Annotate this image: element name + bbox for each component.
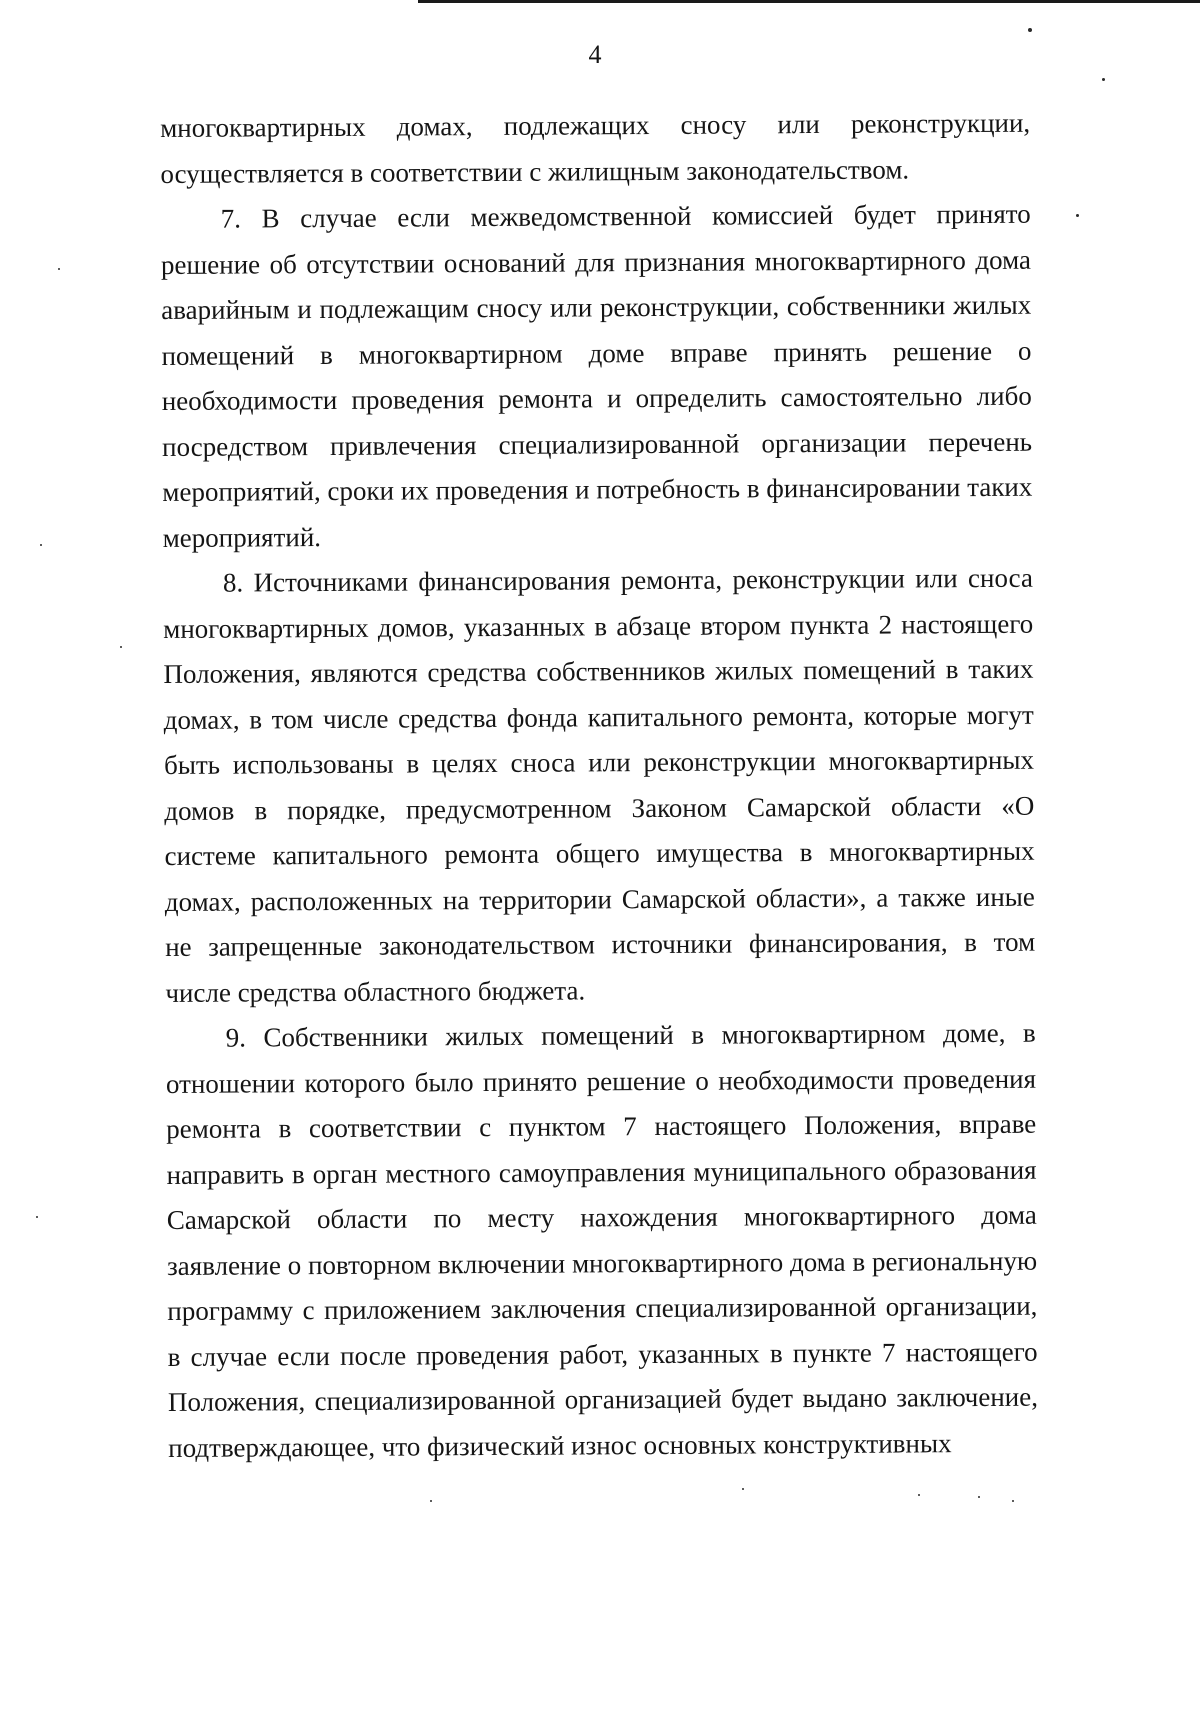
document-body	[160, 101, 1038, 1471]
scan-speck	[36, 1216, 38, 1218]
scan-speck	[978, 1496, 980, 1498]
paragraph-item-8: 8. Источниками финансирования ремонта, реконструкции или сноса многоквартирных домов, указанных в абзаце втором пункта 2 настоящего Положения, являются средства собственников жилых помещений в таких домах, в том числе средства фонда капитального ремонта, которые могут быть использованы в целях сноса или реконструкции многоквартирных домов в порядке, предусмотренном Законом Самарской области «О системе капитального ремонта общего имущества в многоквартирных домах, расположенных на территории Самарской области», а также иные не запрещенные законодательством источники финансирования, в том числе средства областного бюджета.	[163, 562, 1036, 1008]
scan-top-edge-line	[418, 0, 1200, 3]
scan-speck	[918, 1494, 920, 1496]
scan-speck	[1076, 214, 1079, 217]
scan-speck	[742, 1488, 744, 1490]
paragraph-item-9: 9. Собственники жилых помещений в многоквартирном доме, в отношении которого было принято решение о необходимости проведения ремонта в соответствии с пунктом 7 настоящего Положения, вправе направить в орган местного самоуправления муниципального образования Самарской области по месту нахождения многоквартирного дома заявление о повторном включении многоквартирного дома в региональную программу с приложением заключения специализированной организации, в случае если после проведения работ, указанных в пункте 7 настоящего Положения, специализированной организацией будет выдано заключение, подтверждающее, что физический износ основных конструктивных	[165, 1017, 1038, 1463]
paragraph-item-7: 7. В случае если межведомственной комиссией будет принято решение об отсутствии оснований для признания многоквартирного дома аварийным и подлежащим сносу или реконструкции, собственники жилых помещений в многоквартирном доме вправе принять решение о необходимости проведения ремонта и определить самостоятельно либо посредством привлечения специализированной организации перечень мероприятий, сроки их проведения и потребность в финансировании таких мероприятий.	[160, 198, 1033, 553]
paragraph-continuation: многоквартирных домах, подлежащих сносу или реконструкции, осуществляется в соответствии с жилищным законодательством.	[160, 107, 1031, 189]
scan-speck	[1102, 78, 1105, 81]
scan-speck	[1028, 28, 1032, 32]
scan-speck	[1012, 1500, 1014, 1502]
scan-speck	[120, 646, 122, 648]
scan-speck	[40, 544, 42, 546]
scan-speck	[430, 1500, 432, 1502]
scan-speck	[58, 268, 60, 270]
page-number: 4	[588, 40, 602, 69]
